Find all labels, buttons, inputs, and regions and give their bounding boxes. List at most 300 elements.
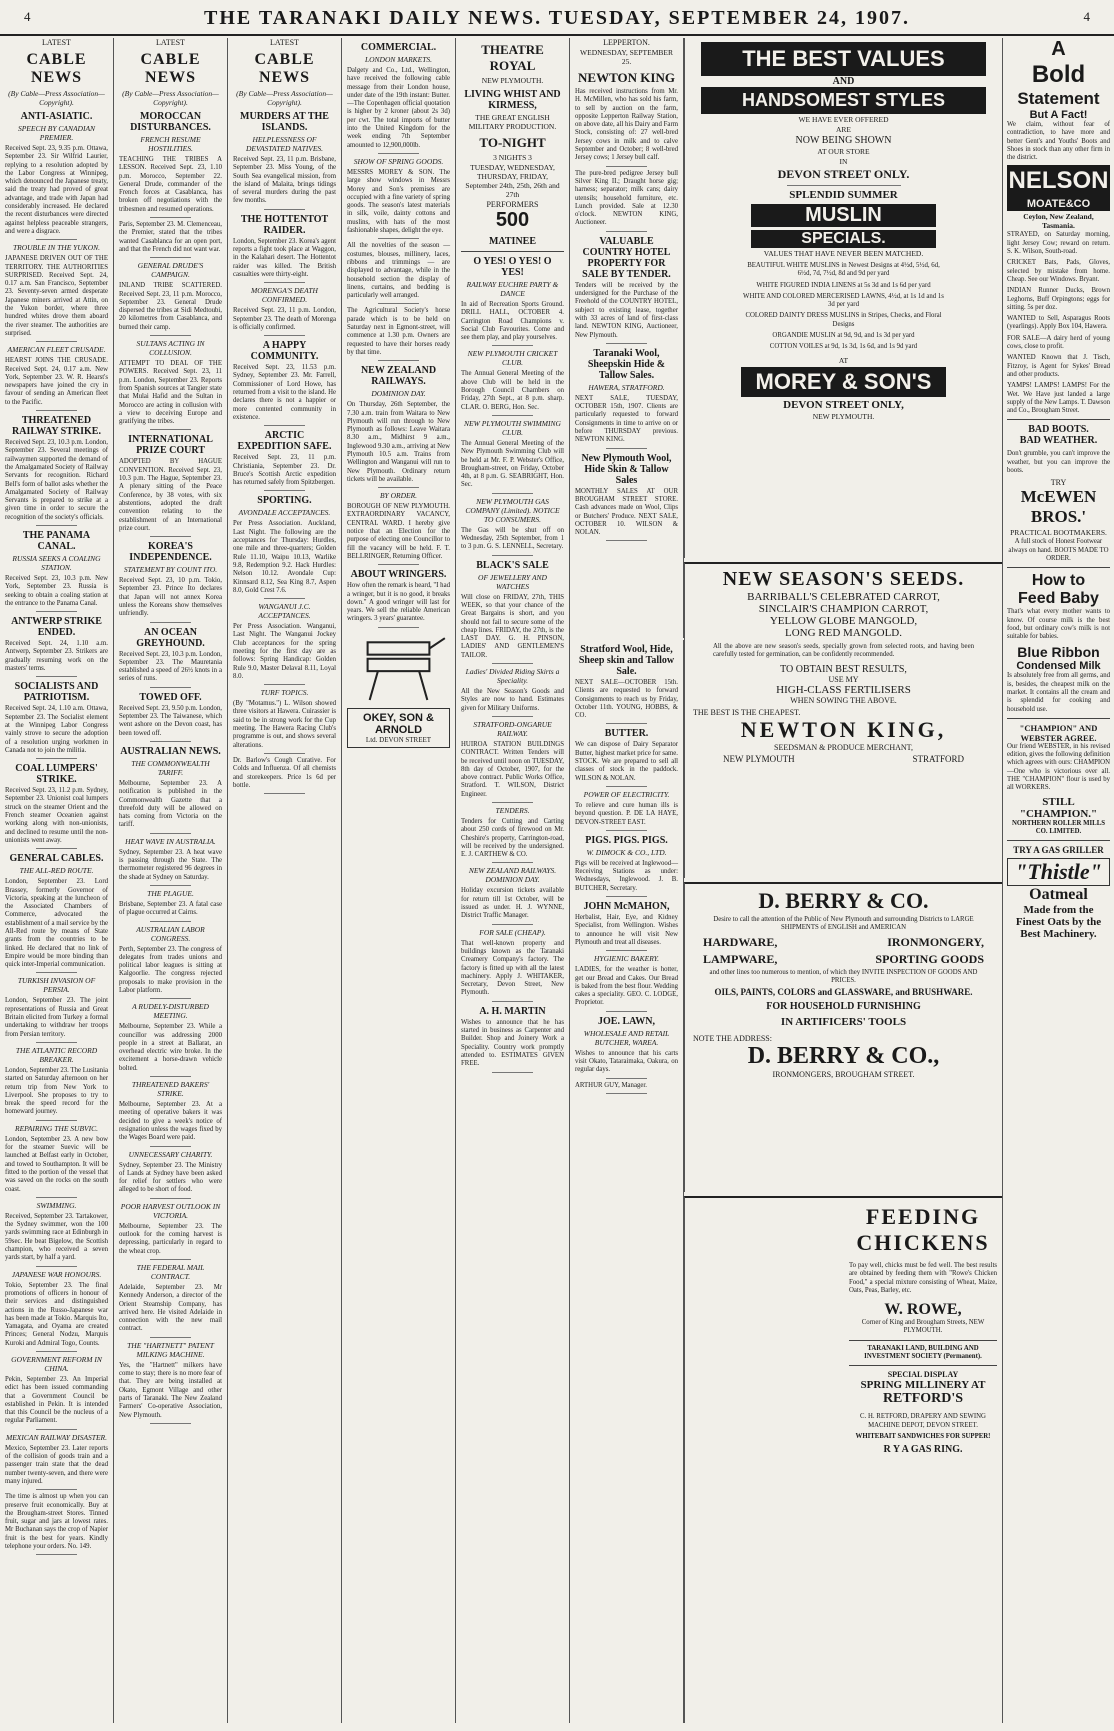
feeding-body: To pay well, chicks must be fed well. The best results are obtained by feeding them with "Rowe's Chicken Food," a special mixture consisting of Wheat, Maize, Oats, Peas, Barley, etc.: [849, 1262, 997, 1294]
article-subheading: AUSTRALIAN LABOR CONGRESS.: [136, 924, 205, 943]
bad-boots-body: Don't grumble, you can't improve the weather, but you can improve the boots.: [1007, 450, 1110, 475]
ad-line: IN: [839, 157, 848, 166]
article: [119, 1202, 222, 1260]
berry-line: IRONMONGERY,: [887, 934, 984, 949]
article-body: We can dispose of Dairy Separator Butter, highest market price for same. STOCK. We are prepared to sell all classes of stock in the paddock. WILSON & NOLAN.: [575, 741, 678, 782]
article: [5, 616, 108, 677]
mcewen-practical: PRACTICAL BOOTMAKERS.: [1010, 528, 1107, 538]
seeds-towns: [723, 754, 964, 764]
article-subheading: RAILWAY EUCHRE PARTY & DANCE: [466, 280, 559, 298]
article-headline: NEW ZEALAND RAILWAYS.: [360, 365, 437, 388]
masthead: [0, 0, 1114, 36]
show-subtitle: THE GREAT ENGLISH MILITARY PRODUCTION.: [468, 113, 557, 131]
small-ad: WANTED to Sell, Asparagus Roots (yearlings). Apply Box 104, Hawera.: [1007, 315, 1110, 331]
article-subheading: RUSSIA SEEKS A COALING STATION.: [12, 553, 101, 572]
berry-invite: and other lines too numerous to mention, of which they INVITE INSPECTION OF GOODS AND PRICES.: [709, 968, 978, 984]
column-cable-news-3: [228, 38, 342, 1723]
article-headline: THREATENED RAILWAY STRIKE.: [12, 415, 101, 438]
article-body: All the New Season's Goods and Styles are now to hand. Estimates given for Military Uniforms.: [461, 688, 564, 712]
column-credit: (By Cable—Press Association—Copyright).: [236, 89, 333, 107]
article: [233, 495, 336, 599]
small-ad: INDIAN Runner Ducks, Brown Leghorns, Buff Orpingtons; eggs for sitting. 5s per doz.: [1007, 287, 1110, 311]
article-headline: SPORTING.: [257, 495, 312, 507]
article-body: MONTHLY SALES AT OUR BROUGHAM STREET STORE. Cash advances made on Wool, Clips or Butchers' Produce. NEXT SALE, OCTOBER 10. WILSON & NOLAN.: [575, 487, 678, 537]
small-ad: CRICKET Bats, Pads, Gloves, selected by mistake from home. Cheap. See our Windows. Bryant.: [1007, 259, 1110, 283]
article-subheading: TROUBLE IN THE YUKON.: [12, 243, 101, 253]
theatre-town: NEW PLYMOUTH.: [481, 76, 544, 85]
article-body: How often the remark is heard, "I had a wringer, but it is no good, it breaks down." A good wringer will last for years. We sell the reliable American wringers. 3 years' guarantee.: [347, 582, 450, 623]
article-body: ARTHUR GUY, Manager.: [575, 1081, 647, 1089]
article-body: London, September 23. The Lusitania started on Saturday afternoon on her return trip from New York to Liverpool. She proposes to try to break the speed record for the homeward journey.: [5, 1066, 108, 1116]
article: [5, 763, 108, 849]
article-subheading: NEW PLYMOUTH SWIMMING CLUB.: [464, 418, 561, 437]
article: [575, 728, 678, 786]
seeds-line: WHEN SOWING THE ABOVE.: [790, 695, 897, 705]
article-headline: AUSTRALIAN NEWS.: [120, 745, 221, 757]
article-body: Perth, September 23. The congress of delegates from trades unions and political labor leagues is sitting at Kalgoorlie. The congress rejected proposals to make provision in the Labor platform.: [119, 945, 222, 994]
article-body: Pekin, September 23. An Imperial edict has been issued commanding that a Government Council be established in Pekin. It is intended that this Council be the nucleus of a regular Parliament.: [5, 1375, 108, 1425]
article-body: Received Sept. 23, 11.53 p.m. Sydney, September 23. Mr. Farrell, Commissioner of Lord Howe, has returned from a visit to the island. He declares there is not a happier or more contented community in existence.: [233, 364, 336, 421]
feeding-headline: CHICKENS: [856, 1230, 990, 1255]
column-kicker: LEPPERTON.: [603, 38, 650, 47]
ad-line: VALUES THAT HAVE NEVER BEEN MATCHED.: [763, 249, 924, 258]
article: [5, 243, 108, 342]
article-body: Received Sept. 23, 10.3 p.m. London, September 23. Several meetings of railwaymen supported the demand of the Amalgamated Society of Railway Servants for recognition. Richard Bell's form of ballot asks whether the Amalgamated Society of Railway Servants is prepared to strike at a given time in order to secure the recognition of the society's officials.: [5, 439, 108, 521]
article: [233, 602, 336, 685]
article-subheading: BY ORDER.: [379, 491, 418, 501]
seeds-line: THE BEST IS THE CHEAPEST.: [693, 707, 801, 717]
article: [5, 1270, 108, 1352]
column-kicker: LATEST: [42, 38, 71, 47]
article-headline: TOWED OFF.: [139, 691, 202, 703]
article: [5, 1201, 108, 1267]
article: [119, 1150, 222, 1199]
article-headline: ARCTIC EXPEDITION SAFE.: [237, 430, 332, 453]
article-list: [461, 256, 564, 1073]
performers-label: PERFORMERS: [486, 200, 539, 209]
article-subheading: WANGANUI J.C. ACCEPTANCES.: [258, 602, 311, 621]
theatre-heading: THEATRE ROYAL: [481, 42, 544, 73]
article-body: Pigs will be received at Inglewood—Receiving Stations as under: Wednesdays, Inglewood. J. B. BUTCHER, Secretary.: [575, 859, 678, 892]
advertiser-address: Ltd. DEVON STREET: [365, 735, 432, 744]
article: [233, 214, 336, 283]
ad-item: BEAUTIFUL WHITE MUSLINS in Newest Designs at 4½d, 5½d, 6d, 6½d, 7d, 7½d, 8d and 9d per yard: [747, 262, 940, 278]
show-title: LIVING WHIST AND KIRMESS,: [464, 89, 561, 111]
article-body: Melbourne, September 23. A notification is published in the Commonwealth Gazette that a threefold duty will be allowed on hats coming from Victoria on the tariff.: [119, 779, 222, 829]
article-body: Received Sept. 24, 1.10 a.m. Ottawa, September 23. The Socialist element at the Winnipeg Labor Congress vainly strove to secure the adoption of a resolution urging workmen in Canada not to join the militia.: [5, 705, 108, 754]
oatmeal-line: Made from the: [1023, 904, 1094, 917]
article-body: Wishes to announce that his carts visit Okato, Tataraimaka, Oakura, on regular days.: [575, 1049, 678, 1074]
column-cable-news-1: [0, 38, 114, 1723]
building-society: TARANAKI LAND, BUILDING AND INVESTMENT SOCIETY (Permanent).: [864, 1344, 982, 1361]
article-body: HEARST JOINS THE CRUSADE. Received Sept. 24, 0.17 a.m. New York, September 23. W. R. Hearst's newspapers have joined the cry in favour of sending an American fleet to the Pacific.: [5, 357, 108, 406]
article: [347, 491, 450, 565]
article-body: Sydney, September 23. The Ministry of Lands at Sydney have been asked for relief for settlers who were alleged to be short of food.: [119, 1161, 222, 1194]
oatmeal-line: Best Machinery.: [1020, 928, 1097, 941]
ad-headline: HANDSOMEST STYLES: [701, 87, 986, 114]
article: [575, 348, 678, 449]
article: [461, 720, 564, 803]
feed-baby-body: That's what every mother wants to know. Of course milk is the best food, but ordinary cow's milk is not suitable for babies.: [1007, 608, 1110, 641]
article-subheading: THE "HARTNETT" PATENT MILKING MACHINE.: [127, 1340, 214, 1359]
article: [119, 627, 222, 688]
article-body: That well-known property and buildings known as the Taranaki Creamery Company's factory. The factory is fitted up with all the latest machinery. Apply J. WHITAKER, Secretary, Devon Street, New Plymouth.: [461, 939, 564, 997]
article-headline: THE HOTTENTOT RAIDER.: [240, 213, 329, 236]
article: [119, 221, 222, 258]
article-subheading: STATEMENT BY COUNT ITO.: [123, 565, 218, 575]
article-subheading: GENERAL DRUDE'S CAMPAIGN.: [137, 261, 204, 280]
article: [575, 954, 678, 1011]
bad-boots-line: BAD WEATHER.: [1019, 435, 1098, 447]
article-body: All the novelties of the season — costumes, blouses, millinery, laces, ribbons and trimmings — are displayed to advantage, while in the household section the display of linens, curtains, and bedding is particularly well arranged.: [347, 242, 450, 300]
article: [461, 256, 564, 346]
rowe-address: Corner of King and Brougham Streets, NEW PLYMOUTH.: [861, 1319, 985, 1335]
millinery-line: RETFORD'S: [882, 1391, 964, 1407]
article-headline: INTERNATIONAL PRIZE COURT: [128, 434, 213, 457]
article-subheading: UNNECESSARY CHARITY.: [128, 1149, 213, 1159]
article-body: Received, September 23. Tartakower, the Sydney swimmer, won the 100 yards swimming race at Edinburgh in 59sec. He beat Bigelow, the Scottish champion, who received a seven yards start, by half a yard.: [5, 1212, 108, 1262]
article: [347, 307, 450, 361]
retford-address: C. H. RETFORD, DRAPERY AND SEWING MACHINE DEPOT, DEVON STREET.: [860, 1413, 986, 1429]
article-subheading: HEAT WAVE IN AUSTRALIA.: [125, 836, 216, 846]
article-body: Has received instructions from Mr. H. McMillen, who has sold his farm, to sell by auction on the farm, opposite Lepperton Railway Station, on above date, all his Dairy and Farm Stock, consisting of: 27 well-bred Jersey cows in milk and to calve September and October; 8 well-bred Jersey cows; 1 Jersey bull calf.: [575, 88, 678, 162]
article: [461, 866, 564, 924]
article: [119, 925, 222, 1000]
article: [119, 1341, 222, 1424]
article: [5, 853, 108, 973]
article: [119, 339, 222, 430]
small-ads-list: [1007, 231, 1110, 415]
article: [5, 976, 108, 1042]
article-body: ADOPTED BY HAGUE CONVENTION. Received Sept. 23, 10.3 p.m. The Hague, September 23. A plenary sitting of the Peace Conference, by 38 votes, with six abstentions, adopted the draft convention relating to the establishment of an International prize court.: [119, 458, 222, 532]
article-body: Yes, the "Hartnett" milkers have come to stay; there is no more fear of that. They are being installed at Okato, Egmont Village and other parts of Taranaki. The New Zealand Farmers' Co-operative Association, New Plymouth.: [119, 1361, 222, 1419]
ad-item: COLORED DAINTY DRESS MUSLINS in Stripes, Checks, and Floral Designs: [745, 312, 942, 328]
article: [5, 530, 108, 612]
article-body: INLAND TRIBE SCATTERED. Received Sept. 23, 11 p.m. Morocco, September 23. General Drude dispersed the tribes at Sidi Medtoubi, 20 kilometres from Casablanca, and burned their camp.: [119, 282, 222, 331]
article-subheading: FOR SALE (CHEAP).: [479, 927, 546, 937]
article-subheading: Ladies' Divided Riding Skirts a Speciality.: [465, 667, 560, 686]
ad-firm: MOREY & SON'S: [741, 367, 946, 397]
seed-item: BARRIBALL'S CELEBRATED CARROT,: [747, 591, 940, 603]
article: [119, 261, 222, 336]
berry-firm-sub: IRONMONGERS, BROUGHAM STREET.: [772, 1070, 915, 1080]
article-subheading: HYGIENIC BAKERY.: [593, 954, 659, 964]
column-auctions-lower: [570, 640, 684, 1723]
article-list: [233, 111, 336, 794]
article-body: Melbourne, September 23. The outlook for the coming harvest is depressing, particularly in regard to the wheat crop.: [119, 1222, 222, 1255]
article-body: Tenders will be received by the undersigned for the Purchase of the Freehold of the COUNTRY HOTEL, subject to existing lease, together with 33 acres of land of first-class land. NEWTON KING, Auctioneer, New Plymouth.: [575, 281, 678, 339]
article: [575, 790, 678, 831]
article-body: The time is almost up when you can preserve fruit economically. Buy at the Brougham-street Stores. Tinned fruit, sugar and jars at lowest rates. Mr Buchanan says the crop of Napier fruit is the best for years. Kindly telephone your orders. No. 149.: [5, 1493, 108, 1551]
article-body: In aid of Recreation Sports Ground. DRILL HALL, OCTOBER 4. Carrington Road Champions v. Social Club Favourites. Come and see them play, and play yourselves.: [461, 301, 564, 342]
article: [5, 1493, 108, 1555]
article-subheading: TENDERS.: [495, 805, 530, 815]
article: [119, 1080, 222, 1146]
article-list: [575, 644, 678, 1094]
article: [119, 434, 222, 537]
feed-baby-headline: How to: [1031, 572, 1086, 590]
article-subheading: THREATENED BAKERS' STRIKE.: [131, 1080, 210, 1099]
berry-household: FOR HOUSEHOLD FURNISHING: [766, 1001, 921, 1013]
article: [233, 340, 336, 426]
article: [5, 681, 108, 759]
column-subheading: LONDON MARKETS.: [364, 55, 433, 64]
article: [347, 157, 450, 239]
column-credit: (By Cable—Press Association—Copyright).: [122, 89, 219, 107]
article-subheading: TURKISH INVASION OF PERSIA.: [17, 976, 96, 995]
seeds-line: HIGH-CLASS FERTILISERS: [776, 683, 911, 696]
article-headline: SOCIALISTS AND PATRIOTISM.: [14, 681, 99, 704]
article-body: HUIROA STATION BUILDINGS CONTRACT. Written Tenders will be received until noon on TUESDAY, 8th day of October, 1907, for the above contract. Public Works Office, Stratford. T. WILSON, District Engineer.: [461, 740, 564, 798]
article: [575, 88, 678, 167]
page-number-right: 4: [1083, 9, 1090, 24]
article-body: London, September 23. A new bow for the steamer Suevic will be launched at Belfast early in October, and towed to Southampton. It will be fitted to the portion of the vessel that was saved on the rocks on the south coast.: [5, 1135, 108, 1193]
berry-lines: [703, 952, 984, 967]
article-headline: BLACK'S SALE: [476, 559, 549, 571]
oatmeal-label: Oatmeal: [1029, 886, 1088, 904]
article-body: Adelaide, September 23. Mr Kennedy Anderson, a director of the Orient Steamship Company, has arrived here. He visited Adelaide in connection with the new mail contract.: [119, 1283, 222, 1333]
article-subheading: REPAIRING THE SUBVIC.: [15, 1123, 98, 1133]
article-body: MESSRS MOREY & SON. The large show windows in Messrs Morey and Son's premises are occupied with a fine variety of spring goods. The season's latest materials in silk, voile, dainty cottons and muslins, with hats of the most fashionable shapes, delight the eye.: [347, 168, 450, 235]
article-body: Dalgety and Co., Ltd., Wellington, have received the following cable message from their London house, under date of the 19th instant: Butter.—The Copenhagen official quotation is higher by 2 kroner (about 2s 3d) per cwt. The total imports of butter into the United Kingdom for the week ending 7th September amounted to 12,900,000lb.: [347, 67, 450, 149]
article-subheading: THE ATLANTIC RECORD BREAKER.: [15, 1045, 98, 1064]
blue-ribbon-name: Condensed Milk: [1016, 660, 1101, 673]
seeds-body: All the above are new season's seeds, specially grown from selected roots, and having been carefully tested for germination, can be confidently recommended.: [713, 643, 974, 659]
seeds-town: NEW PLYMOUTH: [723, 753, 795, 764]
page-number-left: 4: [24, 9, 31, 24]
article: [233, 111, 336, 210]
article-headline: JOE. LAWN,: [598, 1015, 655, 1027]
okey-son-arnold-ad: [347, 708, 450, 748]
article: [5, 415, 108, 526]
oatmeal-line: Finest Oats by the: [1015, 916, 1102, 929]
small-ad: STRAYED, on Saturday morning, light Jersey Cow; reward on return. S. K. Wilson, South-road.: [1007, 231, 1110, 256]
ad-line: WE HAVE EVER OFFERED: [798, 115, 889, 124]
article-headline: PIGS. PIGS. PIGS.: [585, 834, 668, 846]
article-headline: ANTI-ASIATIC.: [20, 111, 93, 122]
seeds-town: STRATFORD: [912, 753, 964, 764]
article: [461, 349, 564, 415]
article-body: Received Sept. 23, 9.35 p.m. Ottawa, September 23. Sir Wilfrid Laurier, replying to a resolution adopted by the Labor Congress at Winnipeg, which denounced the Japanese treaty, said the treaty had proved of great advantage, and trade with Japan had considerably increased. He declared the recent disturbances were directed against helpless peaceable strangers, and were a disgrace.: [5, 145, 108, 235]
article: [575, 170, 678, 232]
article-body: NEXT SALE, TUESDAY, OCTOBER 15th, 1907. Clients are particularly requested to forward Consignments in time to arrive on or before THURSDAY previous. NEWTON KING.: [575, 394, 678, 444]
article-body: London, September 23. Lord Brassey, formerly Governor of Victoria, speaking at the luncheon of the Associated Chambers of Commerce, advocated the establishment of a mail service by the All-Red route by means of State grants from the countries to be linked. He declared that no link of Empire would be more binding than quick inter-Imperial communication.: [5, 878, 108, 969]
article-body: Received Sept. 23, 9.50 p.m. London, September 23. The Taiwanese, which went ashore on the Devon coast, has been towed off.: [119, 704, 222, 737]
article-subheading: THE PLAGUE.: [147, 888, 194, 898]
lower-ads-block: [684, 1196, 1002, 1723]
berry-line: HARDWARE,: [703, 934, 778, 949]
article-subheading: THE ALL-RED ROUTE.: [19, 866, 94, 876]
column-heading: CABLE NEWS: [26, 51, 87, 86]
article: [575, 644, 678, 724]
article-subheading: THE COMMONWEALTH TARIFF.: [131, 758, 210, 777]
article: [461, 560, 564, 664]
article-subheading: FRENCH RESUME HOSTILITIES.: [140, 135, 201, 153]
article-body: Received Sept. 24, 1.10 a.m. Antwerp, September 23. Strikers are gradually resuming work on the masters' terms.: [5, 640, 108, 673]
article-subheading: THE FEDERAL MAIL CONTRACT.: [136, 1262, 205, 1281]
article-body: Will close on FRIDAY, 27th, THIS WEEK, so that your chance of the Great Bargains is short, and you should not fail to secure some of the cheap lines. FRIDAY, the 27th, is the LAST DAY. G. H. PINSON, LADIES' AND GENTLEMEN'S TAILOR.: [461, 593, 564, 659]
article-body: Melbourne, September 23. While a councillor was addressing 2000 people in a street at Ballarat, an overhead electric wire broke. In the excitement a horse-drawn vehicle bolted.: [119, 1023, 222, 1072]
article-body: The pure-bred pedigree Jersey bull Silver King II.; Draught horse gig; harness; separator; milk cans; dairy utensils; household furniture, etc. Lunch provided. Sale at 12.30 o'clock. NEWTON KING, Auctioneer.: [575, 169, 678, 227]
article: [461, 928, 564, 1002]
article-body: NEXT SALE—OCTOBER 15th. Clients are requested to forward Consignments to reach us by Friday, October 11th. YOUNG, HOBBS, & CO.: [575, 679, 678, 720]
bad-boots-line: BAD BOOTS.: [1028, 424, 1089, 436]
article: [461, 806, 564, 863]
article-list: [347, 67, 450, 628]
newspaper-title: THE TARANAKI DAILY NEWS. TUESDAY, SEPTEMBER 24, 1907.: [204, 7, 910, 29]
article-headline: MOROCCAN DISTURBANCES.: [130, 111, 211, 133]
bold-statement-body: We claim, without fear of contradiction, to have more and better Gent's and Youths' Boots and Shoes in stock than any other firm in the district.: [1007, 121, 1110, 162]
seed-item: SINCLAIR'S CHAMPION CARROT,: [758, 603, 929, 615]
berry-line: LAMPWARE,: [703, 951, 778, 966]
article-subheading: POWER OF ELECTRICITY.: [583, 789, 670, 799]
article-body: To relieve and cure human ills is beyond question. P. DE LA HAYE, DEVON-STREET EAST.: [575, 801, 678, 826]
article: [5, 345, 108, 411]
article-body: Tokio, September 23. The final promotions of officers in honour of their services and distinguished actions in the Russo-Japanese war has been made at Tokio. Marquis Ito, Yamagata, and Oyama are created Princes; General Nodzu, Marquis Kuroki and Admiral Togo, Counts.: [5, 1281, 108, 1347]
blue-ribbon-body: Is absolutely free from all germs, and is, besides, the cheapest milk on the market. It contains all the cream and is splendid for cooking and household use.: [1007, 672, 1110, 713]
article-body: Received Sept. 23, 11 p.m. Christiania, September 23. Dr. Bruce's Scottish Arctic expedition has returned safely from Spitzbergen.: [233, 454, 336, 487]
bold-statement-line: Bold: [1031, 61, 1086, 88]
millinery-line: SPECIAL DISPLAY: [887, 1370, 959, 1380]
sandwich-ad: WHITEBAIT SANDWICHES FOR SUPPER!: [855, 1432, 991, 1440]
article: [119, 1002, 222, 1077]
ad-line: NOW BEING SHOWN: [795, 135, 892, 146]
berry-lines: [703, 935, 984, 950]
seeds-firm: NEWTON KING,: [740, 716, 947, 742]
ad-firm-town: NEW PLYMOUTH.: [812, 411, 875, 421]
try-label: TRY: [1050, 478, 1067, 488]
berry-headline: D. BERRY & CO.: [758, 888, 929, 913]
ad-connector: AND: [832, 76, 855, 87]
article-body: ATTEMPT TO DEAL OF THE POWERS. Received Sept. 23, 11 p.m. London, September 23. Reports from Spanish sources at Tangier state that Mulai Hafid and the Sultan in Morocco are acting in collusion with a view to deceiving Europe and gratifying the tribes.: [119, 360, 222, 426]
article-headline: KOREA'S INDEPENDENCE.: [129, 541, 212, 564]
berry-hardware-ad: [684, 882, 1002, 1192]
rowe-firm: W. ROWE,: [884, 1301, 962, 1319]
article-body: Received Sept. 23, 10.3 p.m. New York, September 23. Russia is seeking to obtain a coaling station at the entrance to the Panama Canal.: [5, 574, 108, 607]
article: [5, 1124, 108, 1198]
wringer-illustration: [347, 632, 450, 704]
seeds-headline: NEW SEASON'S SEEDS.: [722, 568, 965, 590]
article-body: Received Sept. 23, 11.2 p.m. Sydney, September 23. Unionist coal lumpers struck on the steamer Orient and the French steamer Oceanien against working along with non-unionists, and declined to resume until the non-unionists went away.: [5, 787, 108, 844]
seed-item: LONG RED MANGOLD.: [784, 627, 903, 639]
article-body: Sydney, September 23. A heat wave is passing through the State. The thermometer registered 96 degrees in the shade at Sydney on Saturday.: [119, 848, 222, 881]
article-body: Received Sept. 23, 11 p.m. Brisbane, September 23. Miss Young, of the South Sea evangelical mission, from the island of Malaita, brings tidings of several murders during the past few months.: [233, 156, 336, 205]
mcewen-name: BROS.': [1030, 507, 1087, 527]
article-subheading: AMERICAN FLEET CRUSADE.: [7, 345, 106, 355]
article-subheading: DOMINION DAY.: [371, 389, 426, 399]
article-headline: GENERAL CABLES.: [9, 853, 104, 865]
berry-address-label: NOTE THE ADDRESS:: [693, 1034, 772, 1044]
column-credit: (By Cable—Press Association—Copyright).: [8, 89, 105, 107]
ad-street: DEVON STREET ONLY.: [777, 167, 910, 181]
article-subheading: POOR HARVEST OUTLOOK IN VICTORIA.: [120, 1201, 221, 1220]
column-heading: COMMERCIAL.: [360, 42, 437, 53]
article-subheading: W. DIMOCK & CO., LTD.: [586, 847, 667, 857]
article-body: The Annual General Meeting of the above Club will be held in the Borough Council Chambers on Friday, 27th Sept., at 8 p.m. sharp. CLAR. O. BERG, Hon. Sec.: [461, 370, 564, 411]
northern-roller-mills: NORTHERN ROLLER MILLS CO. LIMITED.: [1011, 819, 1106, 835]
article-subheading: SHOW OF SPRING GOODS.: [353, 156, 444, 166]
article-body: London, September 23. Korea's agent reports a fight took place at Waggon, in the Kalahari desert. The Hottentot raider was killed. The British casualties were thirty-eight.: [233, 237, 336, 278]
article-body: Wishes to announce that he has started in business as Carpenter and Builder. Shop and Joinery Work a Speciality. Country work promptly attended to. ESTIMATES GIVEN FREE.: [461, 1018, 564, 1068]
article-body: Per Press Association. Wanganui, Last Night. The Wanganui Jockey Club acceptances for the spring meeting for the first day are as follows: Spring Handicap: Golden Rule 9.0, Master Delaval 8.11, Loyal 8.0.: [233, 623, 336, 680]
article: [119, 837, 222, 886]
article-headline: New Plymouth Wool, Hide Skin & Tallow Sales: [581, 452, 672, 486]
article: [233, 430, 336, 491]
article-subheading: GOVERNMENT REFORM IN CHINA.: [11, 1354, 102, 1373]
article-body: On Thursday, 26th September, the 7.30 a.m. train from Waitara to New Plymouth will run through to New Plymouth as follows: Leave Waitara 8.30 a.m., Midhirst 9 a.m., Inglewood 9.30 a.m., arriving at New Plymouth 10.5 a.m. Trains from Wellington and Wanganui will run to New Plymouth. Ordinary return tickets will be available.: [347, 401, 450, 483]
article-headline: AN OCEAN GREYHOUND.: [136, 626, 205, 649]
berry-artificers: IN ARTIFICERS' TOOLS: [780, 1016, 907, 1029]
article-headline: THE PANAMA CANAL.: [22, 529, 91, 552]
ad-headline: THE BEST VALUES: [701, 42, 986, 76]
article: [119, 692, 222, 742]
article: [461, 667, 564, 717]
ad-item: WHITE FIGURED INDIA LINENS at 5s 3d and 1s 6d per yard: [756, 281, 931, 289]
article-list: [5, 111, 108, 1555]
article: [575, 236, 678, 344]
article-body: LADIES, for the weather is hotter, get our Bread and Cakes. Our Bread is baked from the best flour. Wedding cakes a speciality. GEO. C. LODGE, Proprietor.: [575, 966, 678, 1007]
matinee-label: MATINEE: [488, 236, 537, 247]
performers-count: 500: [495, 209, 530, 231]
article-body: Mexico, September 23. Later reports of the collision of goods train and a passenger train state that the dead number twenty-seven, and there were many injured.: [5, 1444, 108, 1485]
feed-baby-headline: Feed Baby: [1018, 590, 1099, 608]
article-subheading: AVONDALE ACCEPTANCES.: [238, 508, 331, 518]
article-headline: COAL LUMPERS' STRIKE.: [15, 763, 98, 786]
article: [575, 835, 678, 897]
ad-line: AT: [838, 355, 849, 365]
sale-date: WEDNESDAY, SEPTEMBER 25.: [580, 48, 673, 66]
ad-muslin: MUSLIN: [751, 204, 936, 227]
article: [233, 757, 336, 794]
article: [347, 365, 450, 488]
article-headline: JOHN McMAHON,: [583, 901, 670, 913]
article-body: Brisbane, September 23. A fatal case of plague occurred at Cairns.: [119, 900, 222, 917]
article-body: Per Press Association. Auckland, Last Night. The following are the acceptances for Thursday: Hurdles, one mile and three-quarters; Golden Rule 11.10, Waipu 10.13, Warlike 9.8, Redemption 9.2. Hack Hurdles: Nelson 10.12. Avondale Cup: Kinnsard 8.12, Sea King 8.7, Aspen 8.0, Gold Crest 7.6.: [233, 520, 336, 594]
thistle-brand: "Thistle": [1007, 858, 1110, 886]
article-body: BOROUGH OF NEW PLYMOUTH. EXTRAORDINARY VACANCY, CENTRAL WARD. I hereby give notice that an Election for the purpose of electing one Councillor to fill the vacancy will be held. F. T. BELLRINGER, Returning Officer.: [347, 503, 450, 560]
article-subheading: WHOLESALE AND RETAIL BUTCHER, WAREA.: [583, 1028, 670, 1047]
article-subheading: NEW ZEALAND RAILWAYS. DOMINION DAY.: [468, 866, 557, 885]
article-subheading: JAPANESE WAR HONOURS.: [11, 1269, 102, 1279]
article: [461, 1006, 564, 1073]
champion-body: Our friend WEBSTER, in his revised edition, gives the following definition which agrees with ours: CHAMPION—One who is victorious over all. THE "CHAMPION" flour is used by all WORKERS.: [1007, 742, 1110, 792]
show-dates: TUESDAY, WEDNESDAY, THURSDAY, FRIDAY, September 24th, 25th, 26th and 27th: [465, 163, 560, 199]
article-body: London, September 23. The joint representations of Russia and Great Britain elicited from Turkey a formal undertaking to withdraw her troops from Persian territory.: [5, 997, 108, 1038]
article: [233, 286, 336, 336]
article-body: Holiday excursion tickets available for return till 1st October, will be issued as under. H. J. WYNNE, District Traffic Manager.: [461, 887, 564, 920]
ad-item: ORGANDIE MUSLIN at 9d, 9d, and 1s 3d per yard: [772, 332, 915, 340]
article-headline: Taranaki Wool, Sheepskin Hide & Tallow Sales.: [587, 347, 666, 381]
article: [5, 1046, 108, 1121]
article-subheading: TURF TOPICS.: [260, 688, 309, 698]
bold-statement-line: Statement: [1017, 89, 1100, 108]
ad-firm-street: DEVON STREET ONLY,: [783, 398, 904, 411]
column-commercial: [342, 38, 456, 1723]
morey-best-values-ad: [684, 38, 1002, 558]
column-right-ads: [1002, 38, 1114, 1723]
ad-item-list: [741, 262, 946, 352]
column-cable-news-2: [114, 38, 228, 1723]
article: [119, 746, 222, 834]
article-body: The Agricultural Society's horse parade which is to be held on Saturday next in Egmont-street, will commence at 1.30 p.m. Owners are requested to have their horses ready by that time.: [347, 307, 450, 356]
nelson-moate-logo: MOATE&CO: [1007, 197, 1110, 211]
article: [347, 569, 450, 627]
article: [119, 541, 222, 622]
nelson-moate-origin: Ceylon, New Zealand, Tasmania.: [1023, 212, 1094, 231]
article-body: JAPANESE DRIVEN OUT OF THE TERRITORY. THE AUTHORITIES SURPRISED. Received Sept. 24, 0.17 a.m. San Francisco, September 23. Seventy-seven armed desperate Japanese miners arrived at Attin, on the Yukon border, where three hundred whites drove them aboard the river steamer. The authorities are surprised.: [5, 255, 108, 337]
tonight-label: TO-NIGHT: [479, 135, 546, 150]
seed-item: YELLOW GLOBE MANGOLD,: [769, 615, 918, 627]
